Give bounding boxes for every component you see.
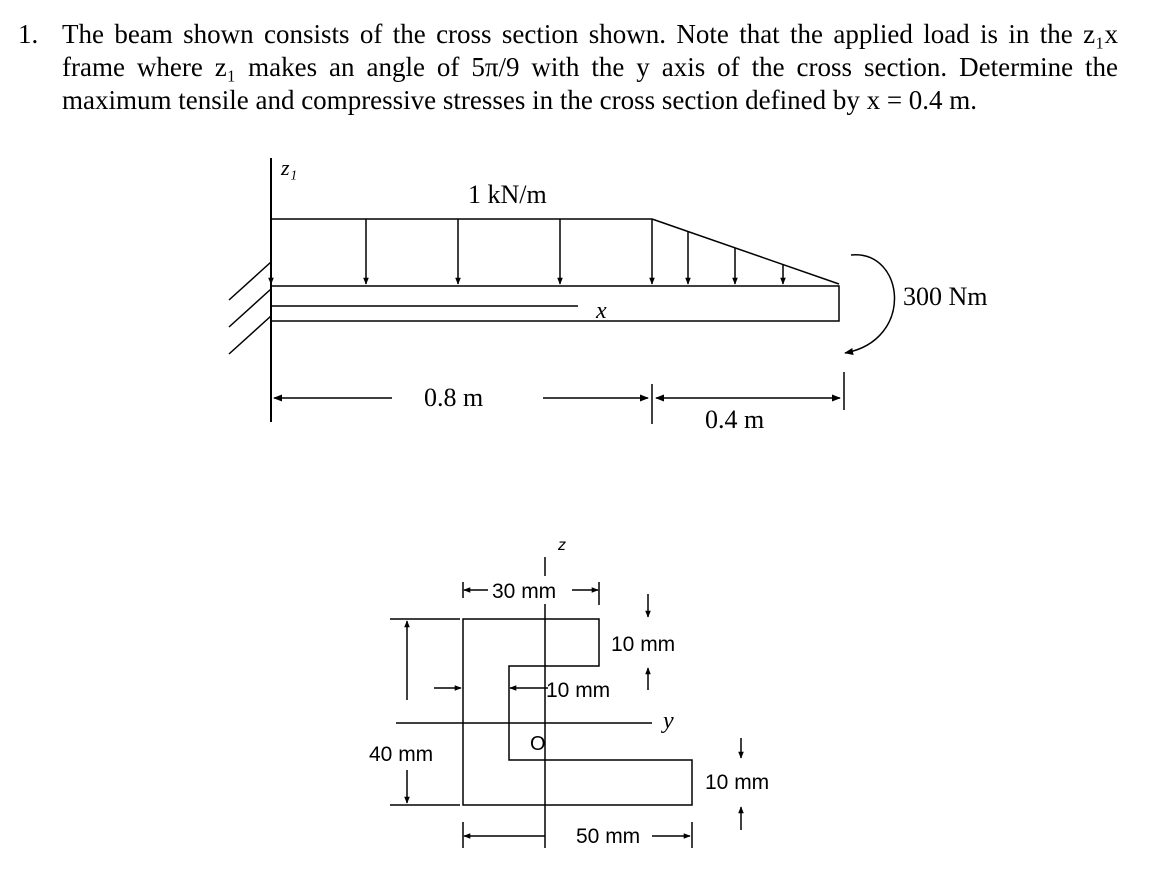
dim-top-width-label: 30 mm (492, 580, 557, 603)
problem-line-2: frame where z₁ makes an angle of 5π/9 with the y axis of the cross section. Determine the (62, 52, 1118, 82)
dim-height-label: 40 mm (369, 743, 434, 766)
beam-labels (280, 155, 988, 434)
dim-web-label: 10 mm (546, 679, 611, 702)
load-arrows (271, 219, 783, 284)
dim-top-flange-label: 10 mm (611, 633, 676, 656)
moment-arc (845, 255, 895, 353)
problem-line-3: maximum tensile and compressive stresses in the cross section defined by x = 0.4 m. (62, 85, 978, 115)
moment-label: 300 Nm (903, 282, 988, 311)
distributed-load-label: 1 kN/m (468, 180, 547, 209)
span-left-label: 0.8 m (424, 383, 484, 412)
z1-axis-label: z₁ (281, 155, 298, 180)
problem-number: 1. (18, 19, 39, 49)
origin-label: O (530, 733, 546, 755)
problem-line-1: The beam shown consists of the cross section shown. Note that the applied load is in the z₁x (62, 19, 1118, 49)
y-axis-label: y (663, 708, 674, 734)
load-ramp-top (652, 219, 839, 284)
wall-hatch (229, 262, 271, 354)
beam-body (271, 286, 839, 321)
dim-bottom-flange-label: 10 mm (705, 771, 770, 794)
beam-diagram (229, 158, 895, 424)
span-right-label: 0.4 m (705, 405, 765, 434)
dim-bottom-width-label: 50 mm (576, 825, 641, 848)
z-axis-label: z (558, 537, 566, 554)
beam-x-label: x (596, 298, 607, 324)
